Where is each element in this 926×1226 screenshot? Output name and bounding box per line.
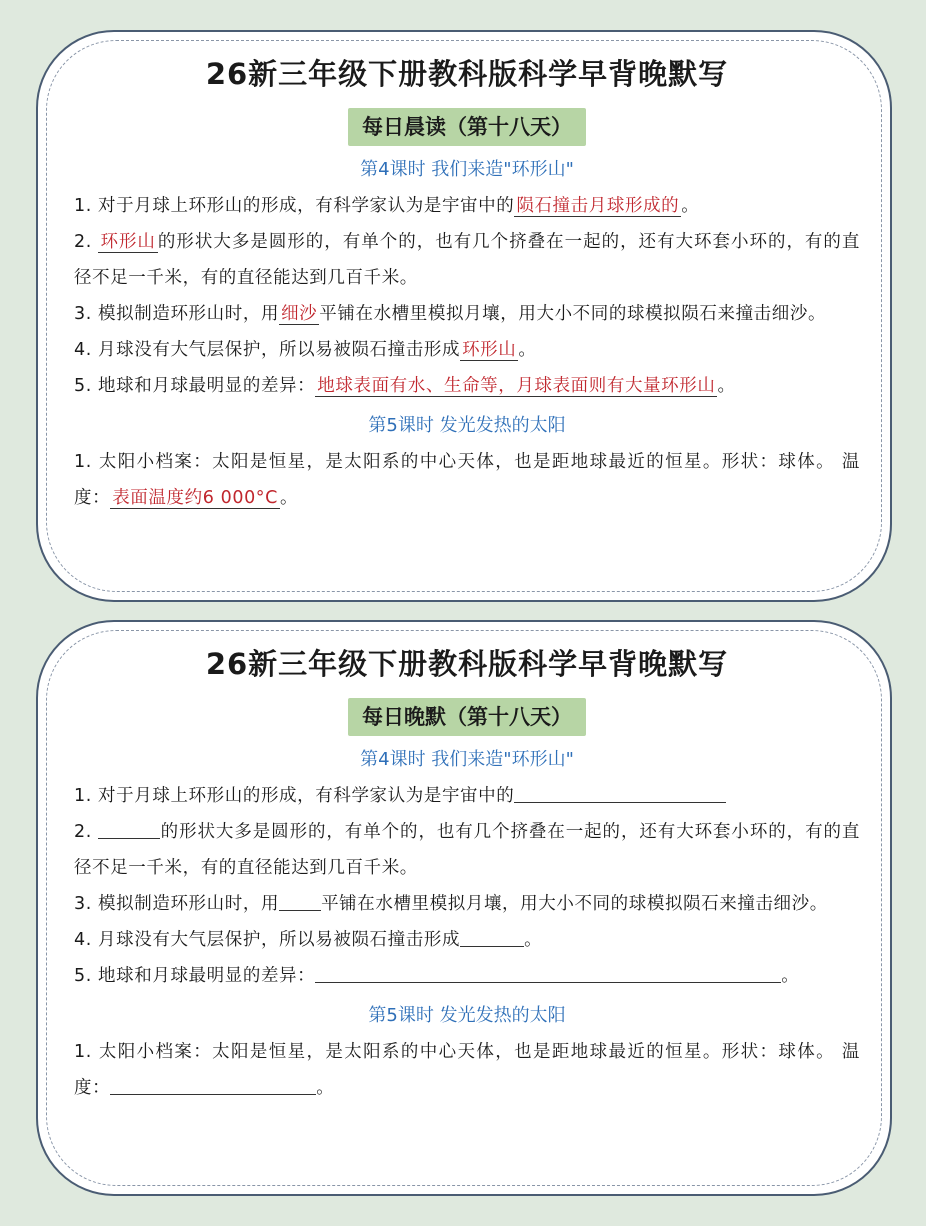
question-text: 。 (681, 196, 700, 216)
question-5 (74, 368, 860, 404)
question-text: 。 (524, 930, 543, 950)
question-text: 4. 月球没有大气层保护，所以易被陨石撞击形成 (74, 340, 461, 360)
answer-text: 环形山 (100, 232, 156, 252)
lesson5-heading: 第5课时 发光发热的太阳 (368, 1005, 566, 1026)
question-text: 4. 月球没有大气层保护，所以易被陨石撞击形成 (74, 930, 461, 950)
question-text: 5. 地球和月球最明显的差异： (74, 966, 316, 986)
lesson4-heading: 第4课时 我们来造"环形山" (360, 749, 574, 770)
question-text: 3. 模拟制造环形山时，用 (74, 304, 280, 324)
question-4 (74, 332, 860, 368)
question-text: 的形状大多是圆形的，有单个的，也有几个挤叠在一起的，还有大环套小环的，有的直径不足一千米，有的直径能达到几百千米。 (74, 232, 861, 288)
question-4 (74, 922, 860, 958)
answer-text: 陨石撞击月球形成的 (516, 196, 680, 216)
page-title: 26新三年级下册教科版科学早背晚默写 (205, 647, 729, 681)
question-text: 。 (518, 340, 537, 360)
answer-blank[interactable] (279, 888, 321, 911)
question-text: 。 (279, 488, 299, 508)
question-1 (74, 188, 860, 224)
page-title: 26新三年级下册教科版科学早背晚默写 (205, 57, 729, 91)
sun-question-1 (74, 444, 860, 516)
question-3 (74, 296, 860, 332)
answer-blank[interactable] (98, 816, 160, 839)
question-text: 1. 太阳小档案：太阳是恒星，是太阳系的中心天体，也是距地球最近的恒星。形状：球体。 温度： (74, 1042, 860, 1098)
question-text: 平铺在水槽里模拟月壤，用大小不同的球模拟陨石来撞击细沙。 (319, 304, 827, 324)
question-text: 1. 对于月球上环形山的形成，有科学家认为是宇宙中的 (74, 786, 515, 806)
morning-badge: 每日晨读（第十八天） (348, 108, 586, 146)
question-text: 平铺在水槽里模拟月壤，用大小不同的球模拟陨石来撞击细沙。 (321, 894, 828, 914)
question-3 (74, 886, 860, 922)
answer-text: 细沙 (281, 304, 318, 324)
question-1 (74, 778, 860, 814)
lesson5-heading: 第5课时 发光发热的太阳 (368, 415, 566, 436)
answer-text: 环形山 (462, 340, 517, 360)
question-text: 1. 对于月球上环形山的形成，有科学家认为是宇宙中的 (74, 196, 515, 216)
question-text: 。 (781, 966, 800, 986)
answer-blank[interactable] (110, 1072, 316, 1095)
question-text: 2. (74, 232, 99, 252)
question-text: 。 (717, 376, 736, 396)
question-text: 3. 模拟制造环形山时，用 (74, 894, 280, 914)
question-5 (74, 958, 860, 994)
question-text: 1. 太阳小档案：太阳是恒星，是太阳系的中心天体，也是距地球最近的恒星。形状：球体。 温度： (74, 452, 860, 508)
evening-badge: 每日晚默（第十八天） (348, 698, 586, 736)
answer-text: 表面温度约6 000°C (112, 488, 278, 508)
question-text: 的形状大多是圆形的，有单个的，也有几个挤叠在一起的，还有大环套小环的，有的直径不足一千米，有的直径能达到几百千米。 (74, 822, 861, 878)
question-2 (74, 224, 860, 296)
answer-text: 地球表面有水、生命等，月球表面则有大量环形山 (317, 376, 716, 396)
question-text: 5. 地球和月球最明显的差异： (74, 376, 316, 396)
answer-blank[interactable] (514, 780, 726, 803)
lesson4-heading: 第4课时 我们来造"环形山" (360, 159, 574, 180)
answer-blank[interactable] (460, 924, 524, 947)
sun-question-1 (74, 1034, 860, 1106)
question-text: 2. (74, 822, 99, 842)
answer-blank[interactable] (315, 960, 781, 983)
morning-reading-card (36, 30, 892, 602)
question-text: 。 (316, 1078, 335, 1098)
evening-dictation-card (36, 620, 892, 1196)
question-2 (74, 814, 860, 886)
